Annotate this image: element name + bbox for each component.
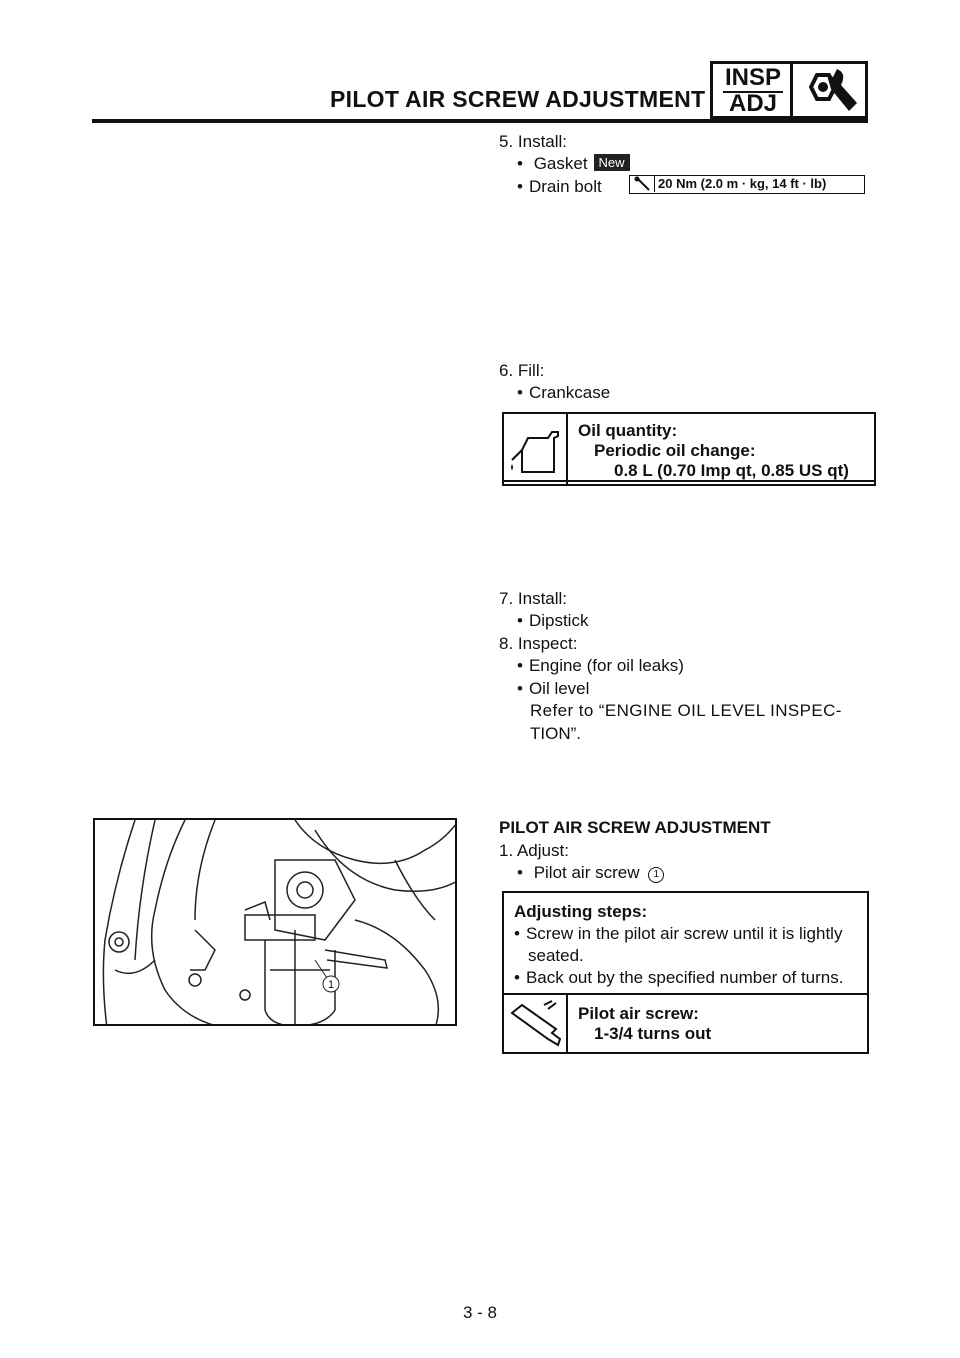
reference-line: Refer to “ENGINE OIL LEVEL INSPEC- [530,701,842,720]
torque-wrench-icon [632,176,655,192]
step8-label: 8. Inspect: [499,634,578,653]
torque-value: 20 Nm (2.0 m · kg, 14 ft · lb) [658,176,827,191]
step7-label: 7. Install: [499,589,568,608]
step5-label: 5. Install: [499,132,568,151]
list-item: seated. [528,946,584,965]
steps-title: Adjusting steps: [514,902,648,921]
torque-spec [629,175,865,194]
figure-callout-1: 1 [327,979,335,991]
section-heading: PILOT AIR SCREW ADJUSTMENT [499,818,771,837]
reference-line: TION”. [530,724,581,743]
spec-value: 0.8 L (0.70 Imp qt, 0.85 US qt) [614,461,849,480]
spec-title: Pilot air screw: [578,1004,699,1023]
list-item [517,153,630,175]
step6-label: 6. Fill: [499,361,545,380]
spec-sub: Periodic oil change: [594,441,756,460]
list-item: • Dipstick [517,610,588,632]
list-item [517,862,664,884]
list-item: • Screw in the pilot air screw until it is lightly [514,923,842,945]
list-item: • Crankcase [517,382,610,404]
wrench-bolt-icon [797,67,863,117]
caliper-icon [508,999,564,1049]
spec-value: 1-3/4 turns out [594,1024,712,1043]
carburetor-drawing [95,820,457,1026]
new-tag: New [594,154,630,171]
step1-label: 1. Adjust: [499,841,569,860]
badge-insp: INSP [724,64,781,91]
carburetor-illustration [93,818,457,1026]
pilot-air-screw-label: Pilot air screw [533,863,640,882]
list-item: • Drain bolt [517,176,602,198]
oil-can-icon [508,420,562,476]
section-badge [710,61,868,119]
page-number: 3 - 8 [462,1303,498,1322]
list-item: • Back out by the specified number of turns. [514,967,843,989]
header-rule [92,119,868,123]
callout-1: 1 [648,867,664,883]
list-item: • Oil level [517,678,589,700]
list-item: • Engine (for oil leaks) [517,655,684,677]
page-title: PILOT AIR SCREW ADJUSTMENT [330,86,706,112]
oil-quantity-spec [502,412,876,486]
gasket-label: Gasket [533,154,588,173]
badge-adj: ADJ [728,90,777,117]
adjusting-steps-box [502,891,869,1054]
spec-title: Oil quantity: [578,421,678,440]
